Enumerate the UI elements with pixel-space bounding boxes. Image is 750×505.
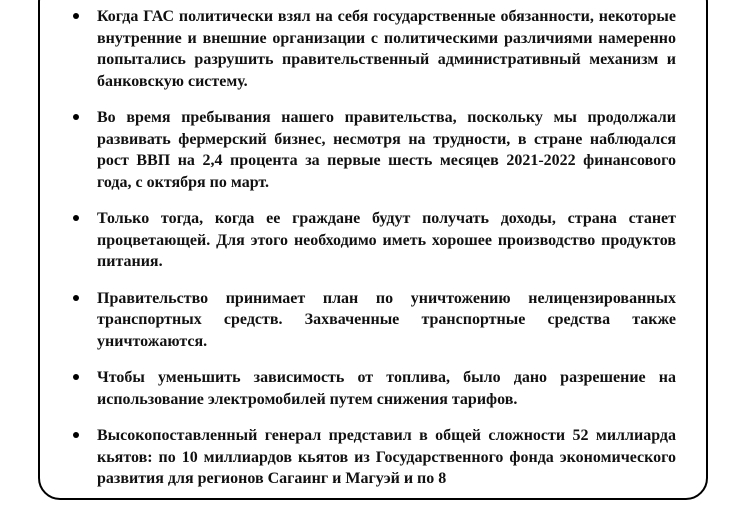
bullet-dot-icon: [73, 13, 79, 19]
bullet-dot-icon: [73, 432, 79, 438]
bullet-item: [72, 425, 676, 490]
bullet-text: Высокопоставленный генерал представил в общей сложности 52 миллиарда кьятов: по 10 миллиардов кьятов из Государственного фонда экономического развития для регионов Сагаинг и Магуэй и по 8: [97, 427, 676, 487]
bullet-item: [72, 288, 676, 353]
bullet-item: [72, 6, 676, 92]
bullet-text: Во время пребывания нашего правительства, поскольку мы продолжали развивать фермерский бизнес, несмотря на трудности, в стране наблюдался рост ВВП на 2,4 процента за первые шесть месяцев 2021-2022 финансового года, с октября по март.: [97, 109, 676, 191]
bullet-dot-icon: [73, 215, 79, 221]
bullet-item: [72, 107, 676, 193]
bullet-text: Правительство принимает план по уничтожению нелицензированных транспортных средств. Захваченные транспортные средства также уничтожаются.: [97, 289, 676, 350]
bullet-dot-icon: [73, 114, 79, 120]
bullet-text: Только тогда, когда ее граждане будут получать доходы, страна станет процветающей. Для этого необходимо иметь хорошее производство продуктов питания.: [97, 210, 676, 270]
bullet-list: [72, 6, 676, 505]
bullet-text: Когда ГАС политически взял на себя государственные обязанности, некоторые внутренние и внешние организации с политическими различиями намеренно попытались разрушить правительственный административный механизм и банковскую систему.: [97, 8, 676, 90]
bullet-text: Чтобы уменьшить зависимость от топлива, было дано разрешение на использование электромобилей путем снижения тарифов.: [97, 369, 676, 408]
bullet-item: [72, 367, 676, 410]
bullet-item: [72, 208, 676, 273]
bullet-dot-icon: [73, 295, 79, 301]
bullet-dot-icon: [73, 374, 79, 380]
